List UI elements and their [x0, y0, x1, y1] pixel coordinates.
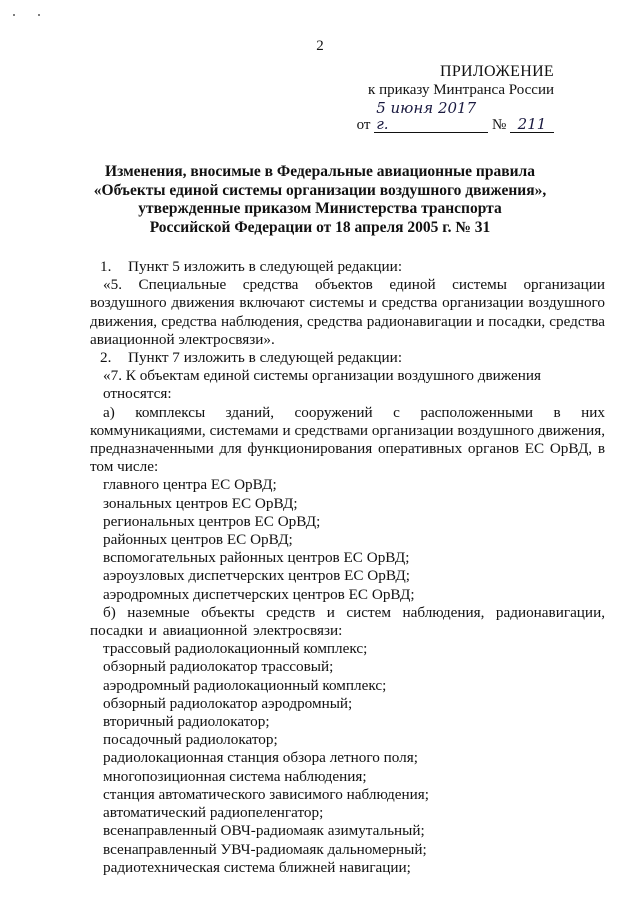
appendix-order-line: к приказу Минтранса России [368, 82, 554, 98]
list-item: всенаправленный УВЧ-радиомаяк дальномерный; [103, 840, 427, 858]
appendix-date-line [357, 100, 554, 135]
list-item: вторичный радиолокатор; [103, 713, 270, 731]
handwritten-date: 5 июня 2017 г. [374, 100, 488, 133]
page-number: 2 [316, 38, 324, 54]
list-item: станция автоматического зависимого наблюдения; [103, 785, 429, 803]
paragraph-item-5: «5. Специальные средства объектов единой системы организации воздушного движения включают системы и средства организации воздушного движения, средства наблюдения, средства радионавигации и посадки, средства авиационной электросвязи». [90, 276, 605, 348]
from-label: от [356, 117, 371, 133]
list-item: аэродромный радиолокационный комплекс; [103, 676, 387, 694]
subitem-b: б) наземные объекты средств и систем наблюдения, радионавигации, посадки и авиационной электросвязи: [90, 603, 605, 640]
item-text: Пункт 5 изложить в следующей редакции: [128, 258, 403, 275]
item-text: Пункт 7 изложить в следующей редакции: [128, 349, 403, 367]
subitem-a-first-line [90, 404, 605, 422]
subitem-a-rest: коммуникациями, системами и средствами организации воздушного движения, предназначенными для функционирования оперативных органов ЕС ОрВД, в том числе: [90, 421, 605, 476]
list-b [90, 640, 605, 877]
appendix-block [357, 62, 554, 135]
list-item: аэроузловых диспетчерских центров ЕС ОрВД; [103, 567, 410, 585]
item-number: 2. [100, 349, 112, 367]
title-line: «Объекты единой системы организации воздушного движения», [93, 181, 547, 199]
list-item: всенаправленный ОВЧ-радиомаяк азимутальный; [103, 822, 425, 840]
item-number: 1. [100, 258, 112, 275]
list-item: аэродромных диспетчерских центров ЕС ОрВД; [103, 585, 415, 603]
word: с [393, 403, 400, 421]
list-item: посадочный радиолокатор; [103, 731, 278, 749]
title-line: Российской Федерации от 18 апреля 2005 г. № 31 [149, 218, 491, 236]
word: них [581, 403, 605, 421]
number-label: № [491, 117, 507, 133]
list-item: трассовый радиолокационный комплекс; [103, 640, 368, 658]
word: комплексы [135, 403, 206, 421]
list-item: вспомогательных районных центров ЕС ОрВД; [103, 549, 410, 567]
list-a [90, 476, 605, 603]
list-item: радиотехническая система ближней навигации; [103, 858, 411, 876]
word: в [553, 403, 561, 421]
list-item: главного центра ЕС ОрВД; [103, 476, 277, 494]
list-item: зональных центров ЕС ОрВД; [103, 494, 298, 512]
document-title [0, 163, 640, 237]
list-item: радиолокационная станция обзора летного поля; [103, 749, 418, 767]
list-item: обзорный радиолокатор трассовый; [103, 658, 334, 676]
document-body [90, 258, 605, 877]
handwritten-number: 211 [510, 116, 554, 133]
item-1-heading [90, 258, 605, 276]
list-item: автоматический радиопеленгатор; [103, 804, 324, 822]
title-line: Изменения, вносимые в Федеральные авиационные правила [105, 163, 535, 180]
scan-speck [13, 14, 15, 16]
list-item: региональных центров ЕС ОрВД; [103, 512, 321, 530]
word: сооружений [294, 403, 373, 421]
list-item: обзорный радиолокатор аэродромный; [103, 694, 353, 712]
appendix-title: ПРИЛОЖЕНИЕ [439, 63, 554, 80]
scan-speck [38, 14, 40, 16]
paragraph-item-7-intro: «7. К объектам единой системы организации воздушного движения относятся: [103, 367, 542, 403]
word: а) [103, 403, 115, 421]
list-item: районных центров ЕС ОрВД; [103, 531, 293, 549]
title-line: утвержденные приказом Министерства транспорта [138, 200, 502, 217]
word: зданий, [225, 403, 275, 421]
list-item: многопозиционная система наблюдения; [103, 767, 367, 785]
item-2-heading [90, 349, 605, 367]
word: расположенными [420, 403, 533, 421]
